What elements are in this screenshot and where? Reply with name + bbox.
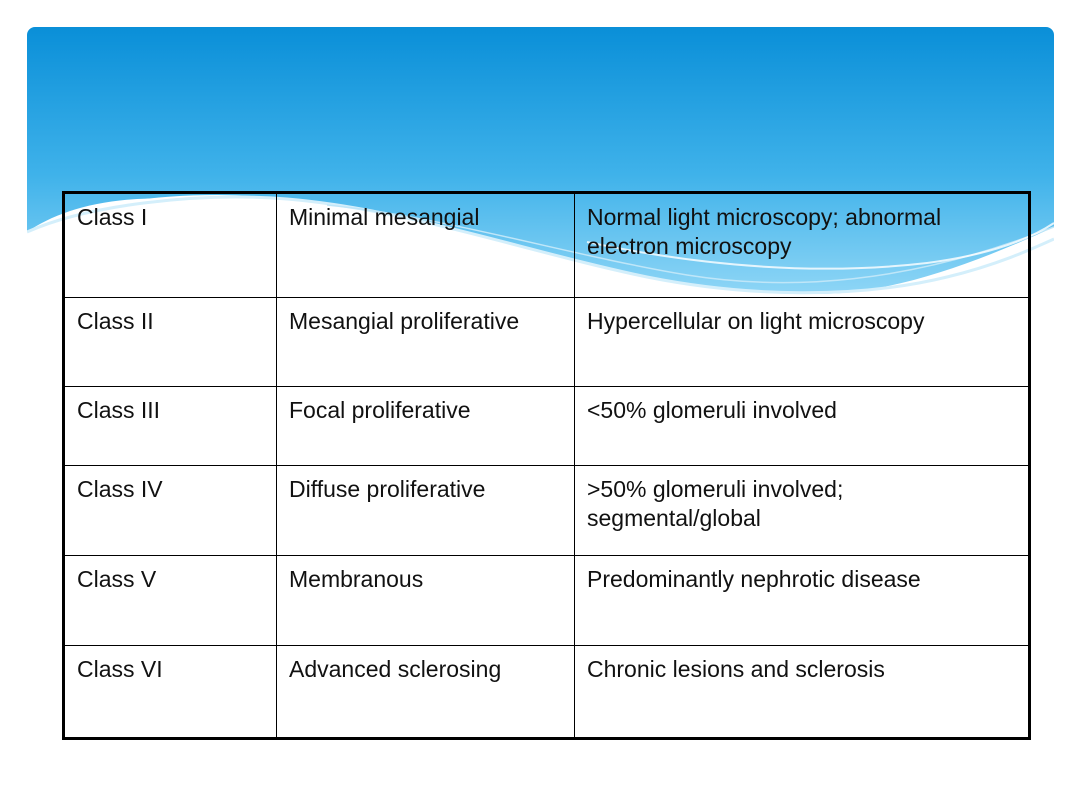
table-row [64, 298, 1030, 387]
table-row [64, 466, 1030, 556]
name-cell: Membranous [277, 556, 575, 646]
description-cell: <50% glomeruli involved [575, 387, 1030, 466]
description-cell: Predominantly nephrotic disease [575, 556, 1030, 646]
lupus-nephritis-classification-table [62, 191, 1031, 740]
table-row [64, 556, 1030, 646]
description-cell: Hypercellular on light microscopy [575, 298, 1030, 387]
class-cell: Class I [64, 193, 277, 298]
name-cell: Mesangial proliferative [277, 298, 575, 387]
name-cell: Focal proliferative [277, 387, 575, 466]
description-cell: >50% glomeruli involved; segmental/global [575, 466, 1030, 556]
name-cell: Advanced sclerosing [277, 646, 575, 739]
class-cell: Class VI [64, 646, 277, 739]
class-cell: Class IV [64, 466, 277, 556]
class-cell: Class V [64, 556, 277, 646]
description-cell: Chronic lesions and sclerosis [575, 646, 1030, 739]
slide-title [70, 60, 1010, 170]
table-row [64, 646, 1030, 739]
table-row [64, 387, 1030, 466]
name-cell: Minimal mesangial [277, 193, 575, 298]
class-cell: Class II [64, 298, 277, 387]
name-cell: Diffuse proliferative [277, 466, 575, 556]
table-row [64, 193, 1030, 298]
class-cell: Class III [64, 387, 277, 466]
description-cell: Normal light microscopy; abnormal electron microscopy [575, 193, 1030, 298]
